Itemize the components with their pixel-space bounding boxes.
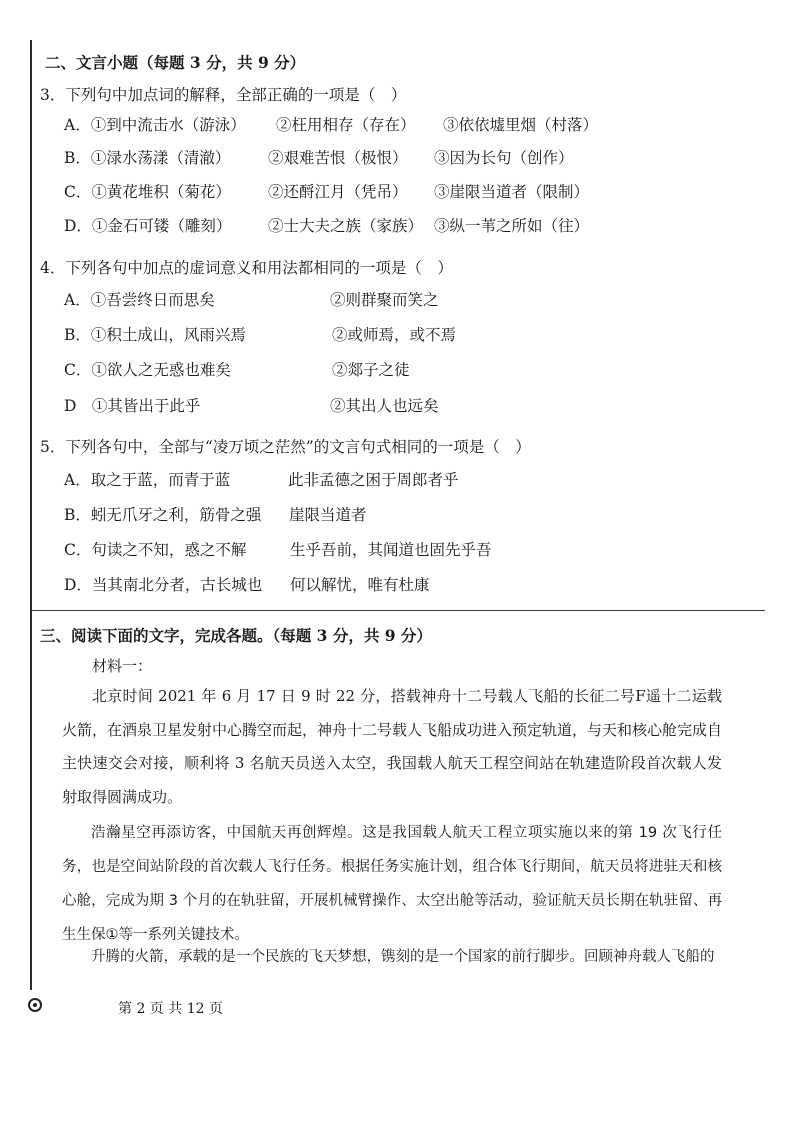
q3-option-b-1: B．①渌水荡漾（清澈） bbox=[64, 149, 231, 167]
q4-option-a-2: ②则群聚而笑之 bbox=[330, 291, 439, 309]
q4-option-c-1: C．①欲人之无惑也难矣 bbox=[64, 361, 231, 379]
q4-option-a-1: A．①吾尝终日而思矣 bbox=[64, 291, 215, 309]
q3-option-b-2: ②艰难苦恨（极恨） bbox=[268, 149, 408, 167]
q3-option-d-1: D．①金石可镂（雕刻） bbox=[64, 217, 232, 235]
registration-mark-icon bbox=[28, 998, 42, 1012]
q3-option-c-1: C．①黄花堆积（菊花） bbox=[64, 183, 231, 201]
section-3-title: 三、阅读下面的文字，完成各题。（每题 3 分，共 9 分） bbox=[40, 626, 432, 645]
q3-option-a-1: A．①到中流击水（游泳） bbox=[64, 116, 246, 134]
question-3-stem: 3．下列句中加点词的解释，全部正确的一项是（ ） bbox=[40, 86, 407, 104]
question-5-stem: 5．下列各句中，全部与“凌万顷之茫然”的文言句式相同的一项是（ ） bbox=[40, 438, 531, 456]
q4-option-d-1: D ①其皆出于此乎 bbox=[64, 397, 201, 415]
q3-option-a-3: ③依依墟里烟（村落） bbox=[443, 116, 599, 134]
q4-option-d-2: ②其出人也远矣 bbox=[330, 397, 439, 415]
q4-option-b-2: ②或师焉，或不焉 bbox=[332, 326, 457, 344]
section-divider bbox=[30, 610, 765, 611]
q3-option-a-2: ②枉用相存（存在） bbox=[276, 116, 416, 134]
passage-paragraph-3: 升腾的火箭，承载的是一个民族的飞天梦想，镌刻的是一个国家的前行脚步。回顾神舟载人飞船的 bbox=[91, 949, 715, 965]
passage-paragraph-2: 浩瀚星空再添访客，中国航天再创辉煌。这是我国载人航天工程立项实施以来的第 19 次飞行任务，也是空间站阶段的首次载人飞行任务。根据任务实施计划，组合体飞行期间，航天员将进驻天和核心舱，完成为期 3 个月的在轨驻留，开展机械臂操作、太空出舱等活动，验证航天员长期在轨驻留、再生生保①等一系列关键技术。 bbox=[62, 825, 722, 943]
q5-option-b-1: B．蚓无爪牙之利，筋骨之强 bbox=[64, 506, 262, 524]
binding-margin-line bbox=[30, 40, 32, 990]
q3-option-d-2: ②士大夫之族（家族） bbox=[268, 217, 424, 235]
q5-option-a-1: A．取之于蓝，而青于蓝 bbox=[64, 471, 231, 489]
q5-option-d-2: 何以解忧，唯有杜康 bbox=[290, 576, 430, 594]
question-4-stem: 4．下列各句中加点的虚词意义和用法都相同的一项是（ ） bbox=[40, 259, 453, 277]
q5-option-c-1: C．句读之不知，惑之不解 bbox=[64, 541, 247, 559]
passage-paragraph-1: 北京时间 2021 年 6 月 17 日 9 时 22 分，搭载神舟十二号载人飞船的长征二号F遥十二运载火箭，在酒泉卫星发射中心腾空而起，神舟十二号载人飞船成功进入预定轨道，与天和核心舱完成自主快速交会对接，顺利将 3 名航天员送入太空，我国载人航天工程空间站在轨建造阶段首次载人发射取得圆满成功。 bbox=[62, 687, 723, 806]
q3-option-c-3: ③崖限当道者（限制） bbox=[434, 183, 590, 201]
section-2-title: 二、文言小题（每题 3 分，共 9 分） bbox=[45, 53, 306, 72]
q5-option-b-2: 崖限当道者 bbox=[289, 506, 367, 524]
q3-option-b-3: ③因为长句（创作） bbox=[434, 149, 574, 167]
material-1-label: 材料一： bbox=[92, 657, 153, 675]
q5-option-a-2: 此非孟德之困于周郎者乎 bbox=[288, 471, 459, 489]
q3-option-d-3: ③纵一苇之所如（往） bbox=[434, 217, 590, 235]
q5-option-d-1: D．当其南北分者，古长城也 bbox=[64, 576, 263, 594]
page-number: 第 2 页 共 12 页 bbox=[118, 1001, 223, 1017]
q4-option-b-1: B．①积土成山，风雨兴焉 bbox=[64, 326, 246, 344]
q5-option-c-2: 生乎吾前，其闻道也固先乎吾 bbox=[290, 541, 492, 559]
q4-option-c-2: ②郯子之徒 bbox=[332, 361, 410, 379]
q3-option-c-2: ②还酹江月（凭吊） bbox=[268, 183, 408, 201]
